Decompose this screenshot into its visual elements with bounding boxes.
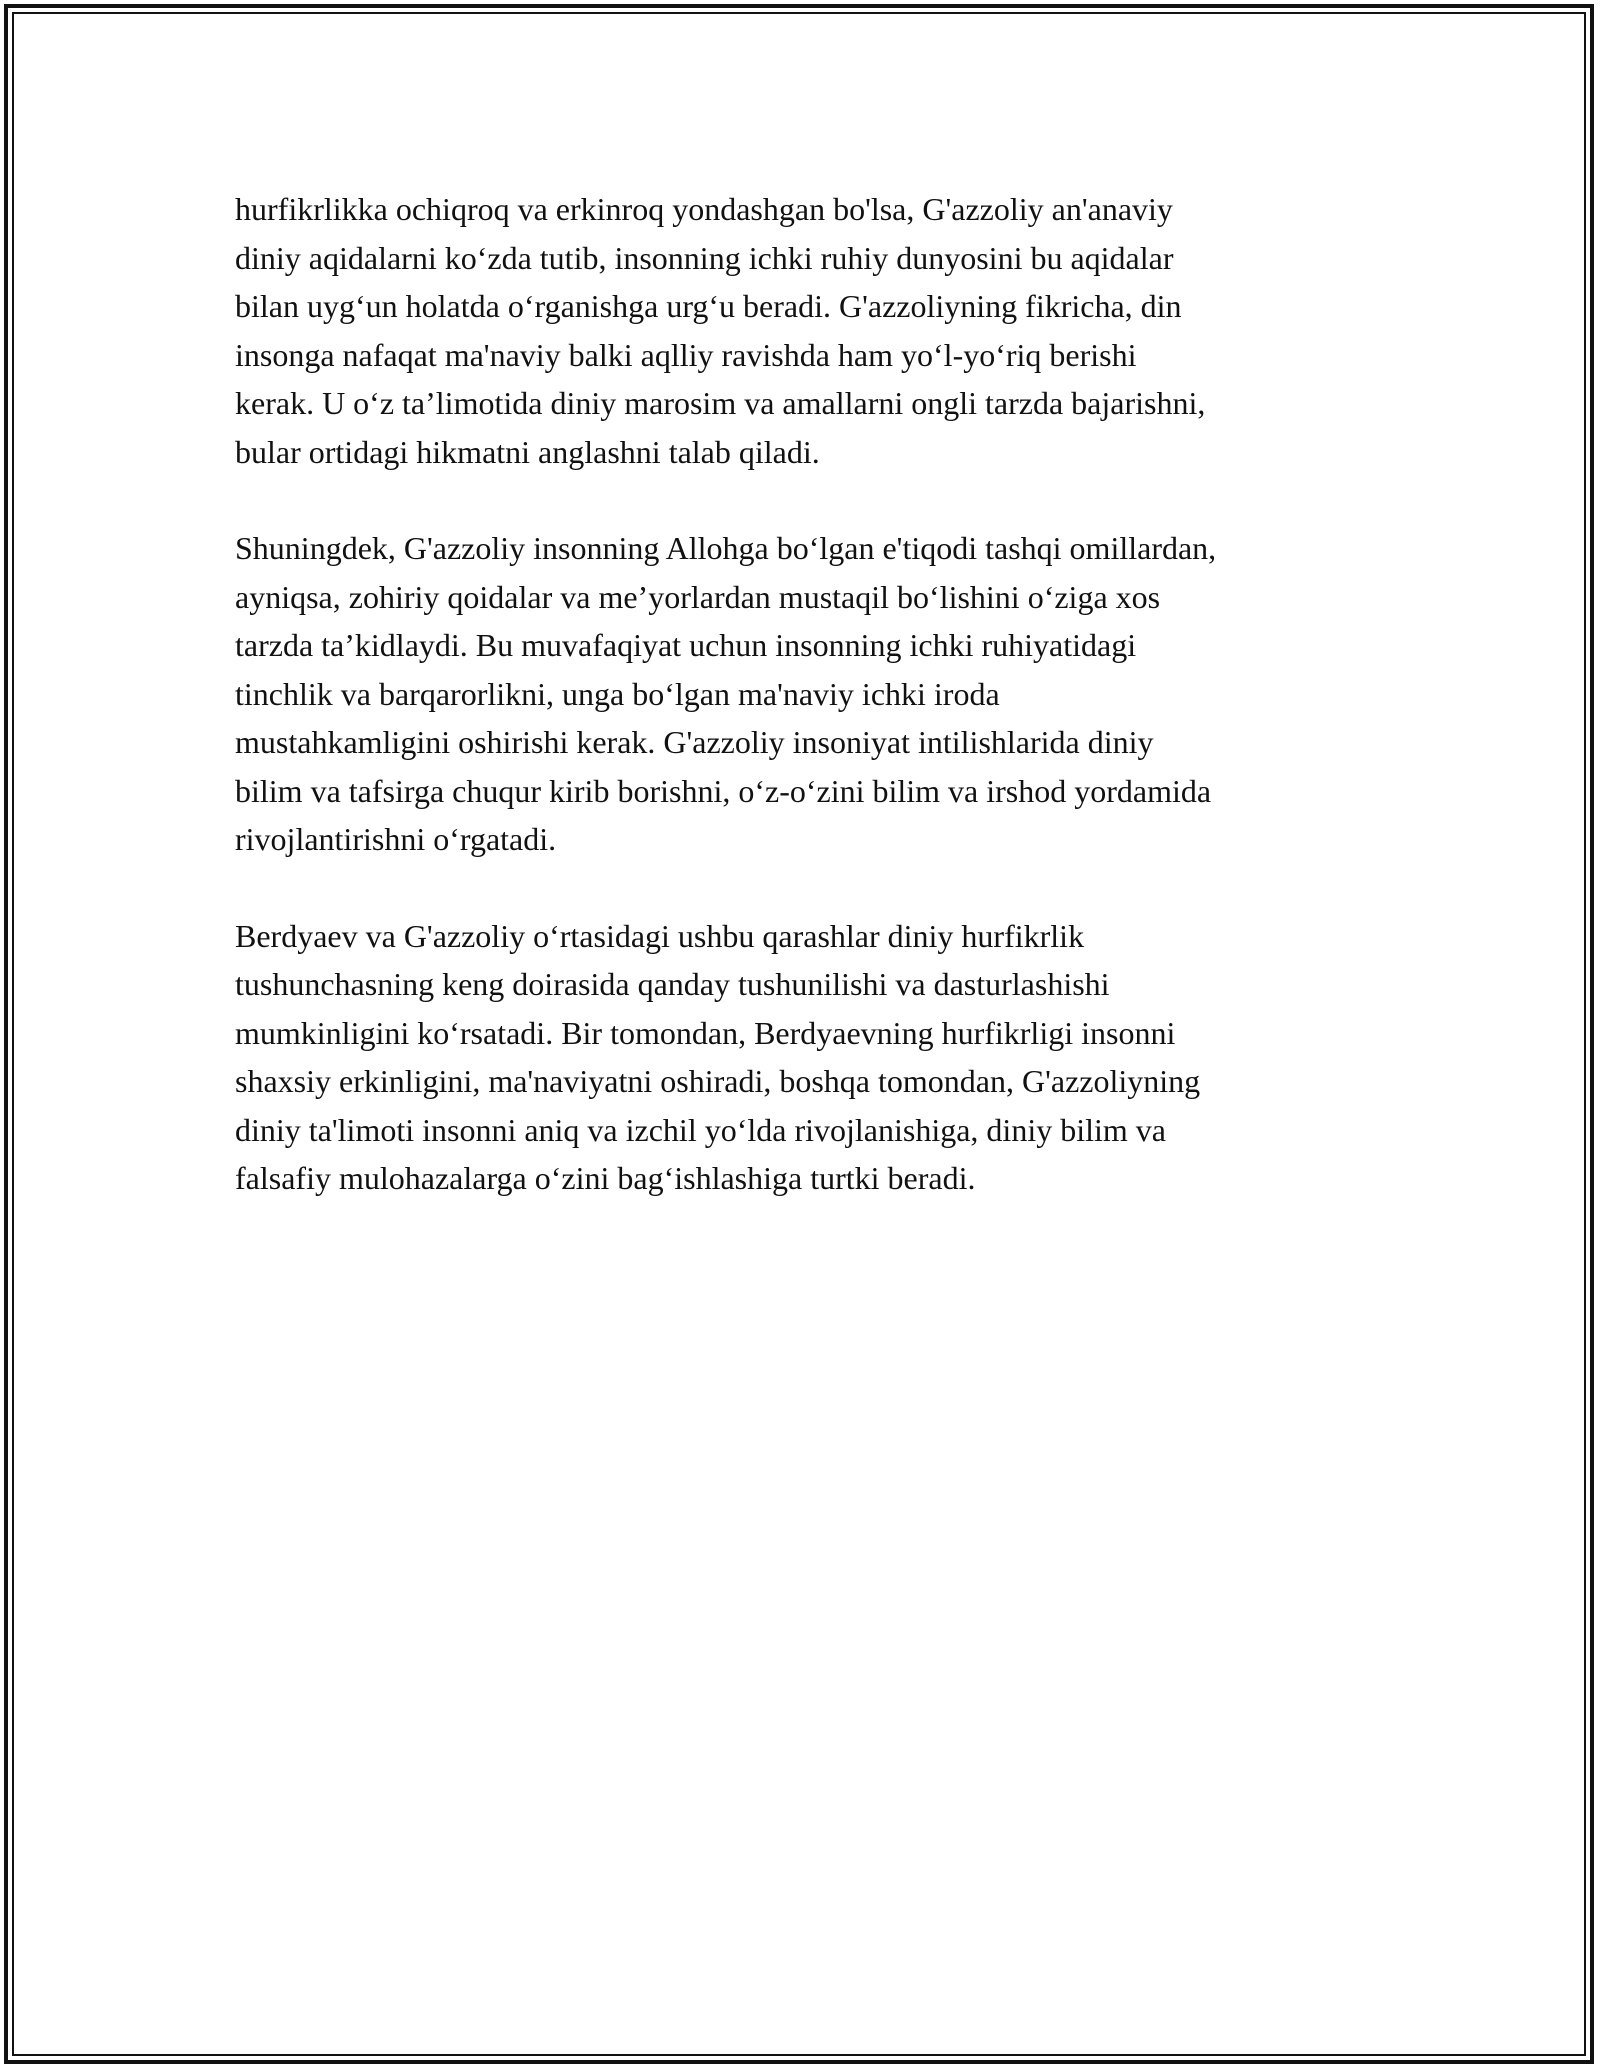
paragraph-line: tinchlik va barqarorlikni, unga bo‘lgan ma'naviy ichki iroda bbox=[235, 675, 1000, 712]
paragraph-line: tarzda ta’kidlaydi. Bu muvafaqiyat uchun insonning ichki ruhiyatidagi bbox=[235, 627, 1137, 663]
paragraph-line: bular ortidagi hikmatni anglashni talab qiladi. bbox=[235, 433, 820, 470]
paragraph-line: shaxsiy erkinligini, ma'naviyatni oshiradi, boshqa tomondan, G'azzoliyning bbox=[235, 1063, 1201, 1099]
paragraph-line: bilim va tafsirga chuqur kirib borishni, o‘z-o‘zini bilim va irshod yordamida bbox=[235, 772, 1212, 809]
paragraph-2 bbox=[235, 524, 1370, 864]
paragraph-line: diniy ta'limoti insonni aniq va izchil yo‘lda rivojlanishiga, diniy bilim va bbox=[235, 1111, 1166, 1148]
paragraph-1 bbox=[235, 185, 1370, 476]
paragraph-line: Shuningdek, G'azzoliy insonning Allohga bo‘lgan e'tiqodi tashqi omillardan, bbox=[235, 530, 1217, 566]
paragraph-line: mustahkamligini oshirishi kerak. G'azzoliy insoniyat intilishlarida diniy bbox=[235, 724, 1154, 760]
paragraph-line: hurfikrlikka ochiqroq va erkinroq yondashgan bo'lsa, G'azzoliy an'anaviy bbox=[235, 191, 1173, 227]
paragraph-line: ayniqsa, zohiriy qoidalar va me’yorlardan mustaqil bo‘lishini o‘ziga xos bbox=[235, 578, 1161, 615]
paragraph-3 bbox=[235, 912, 1370, 1203]
paragraph-line: insonga nafaqat ma'naviy balki aqlliy ravishda ham yo‘l-yo‘riq berishi bbox=[235, 336, 1137, 373]
paragraph-line: bilan uyg‘un holatda o‘rganishga urg‘u beradi. G'azzoliyning fikricha, din bbox=[235, 288, 1182, 324]
paragraph-line: tushunchasning keng doirasida qanday tushunilishi va dasturlashishi bbox=[235, 966, 1110, 1002]
paragraph-line: diniy aqidalarni ko‘zda tutib, insonning ichki ruhiy dunyosini bu aqidalar bbox=[235, 239, 1174, 276]
paragraph-line: falsafiy mulohazalarga o‘zini bag‘ishlashiga turtki beradi. bbox=[235, 1160, 976, 1196]
paragraph-line: mumkinligini ko‘rsatadi. Bir tomondan, Berdyaevning hurfikrligi insonni bbox=[235, 1014, 1176, 1051]
page-content bbox=[235, 185, 1370, 1251]
paragraph-line: kerak. U o‘z ta’limotida diniy marosim va amallarni ongli tarzda bajarishni, bbox=[235, 385, 1206, 421]
paragraph-line: rivojlantirishni o‘rgatadi. bbox=[235, 821, 557, 857]
paragraph-line: Berdyaev va G'azzoliy o‘rtasidagi ushbu qarashlar diniy hurfikrlik bbox=[235, 917, 1085, 954]
